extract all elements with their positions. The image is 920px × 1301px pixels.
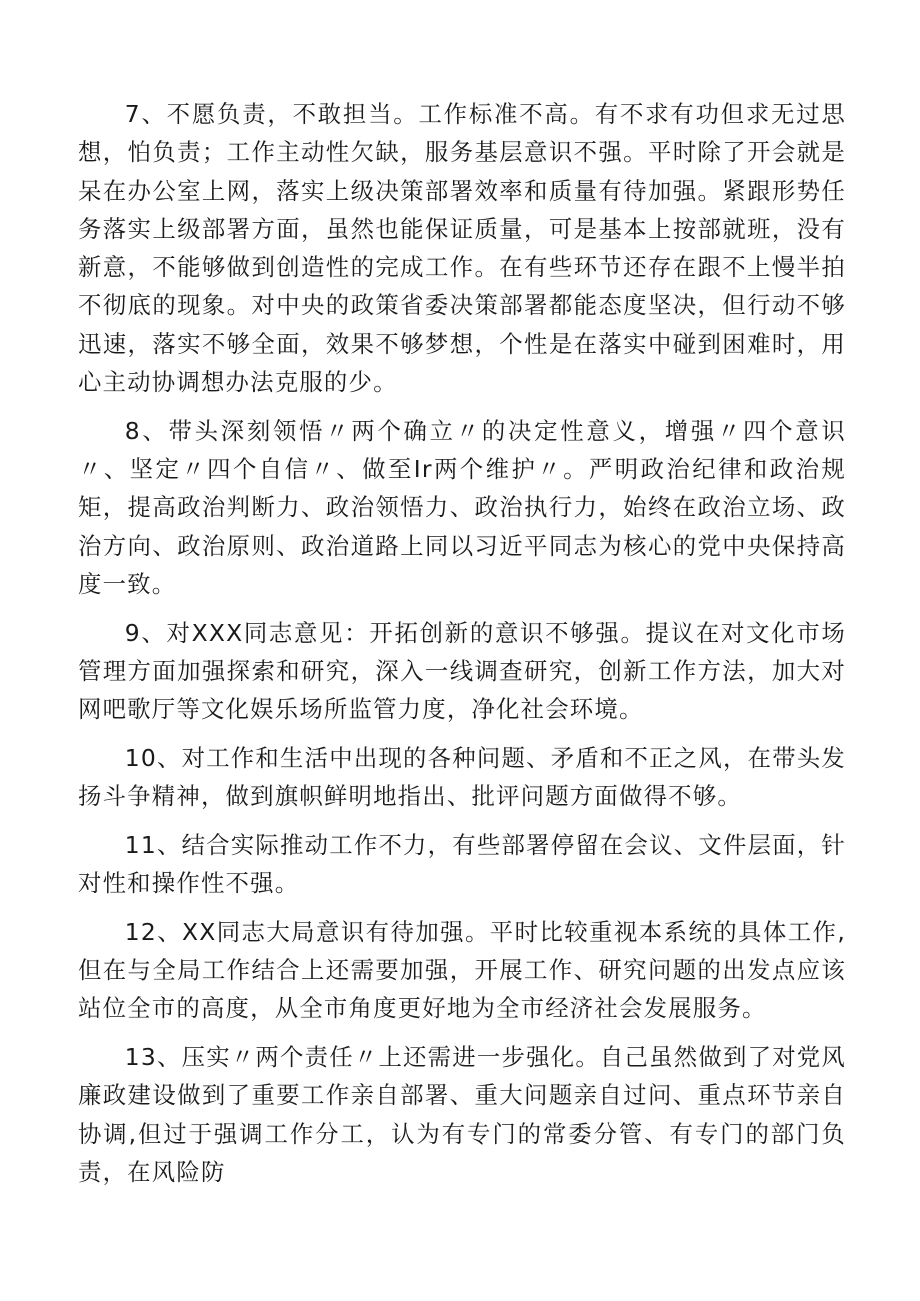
paragraph-12: 12、XX同志大局意识有待加强。平时比较重视本系统的具体工作,但在与全局工作结合上还需要加强，开展工作、研究问题的出发点应该站位全市的高度，从全市角度更好地为全市经济社会发展服务。 bbox=[78, 917, 846, 1023]
paragraph-8: 8、带头深刻领悟〃两个确立〃的决定性意义，增强〃四个意识〃、坚定〃四个自信〃、做至Ir两个维护〃。严明政治纪律和政治规矩，提高政治判断力、政治领悟力、政治执行力，始终在政治立场、政治方向、政治原则、政治道路上同以习近平同志为核心的党中央保持高度一致。 bbox=[78, 416, 846, 598]
paragraph-7: 7、不愿负责，不敢担当。工作标准不高。有不求有功但求无过思想，怕负责；工作主动性欠缺，服务基层意识不强。平时除了开会就是呆在办公室上网，落实上级决策部署效率和质量有待加强。紧跟形势任务落实上级部署方面，虽然也能保证质量，可是基本上按部就班，没有新意，不能够做到创造性的完成工作。在有些环节还存在跟不上慢半拍不彻底的现象。对中央的政策省委决策部署都能态度坚决，但行动不够迅速，落实不够全面，效果不够梦想，个性是在落实中碰到困难时，用心主动协调想办法克服的少。 bbox=[78, 100, 846, 397]
paragraph-10: 10、对工作和生活中出现的各种问题、矛盾和不正之风，在带头发扬斗争精神，做到旗帜鲜明地指出、批评问题方面做得不够。 bbox=[78, 743, 846, 811]
paragraph-11: 11、结合实际推动工作不力，有些部署停留在会议、文件层面，针对性和操作性不强。 bbox=[78, 830, 846, 898]
paragraph-13: 13、压实〃两个责任〃上还需进一步强化。自己虽然做到了对党风廉政建设做到了重要工作亲自部署、重大问题亲自过问、重点环节亲自协调,但过于强调工作分工，认为有专门的常委分管、有专门的部门负责，在风险防 bbox=[78, 1043, 846, 1187]
paragraph-9: 9、对XXX同志意见：开拓创新的意识不够强。提议在对文化市场管理方面加强探索和研究，深入一线调查研究，创新工作方法，加大对网吧歌厅等文化娱乐场所监管力度，净化社会环境。 bbox=[78, 618, 846, 724]
